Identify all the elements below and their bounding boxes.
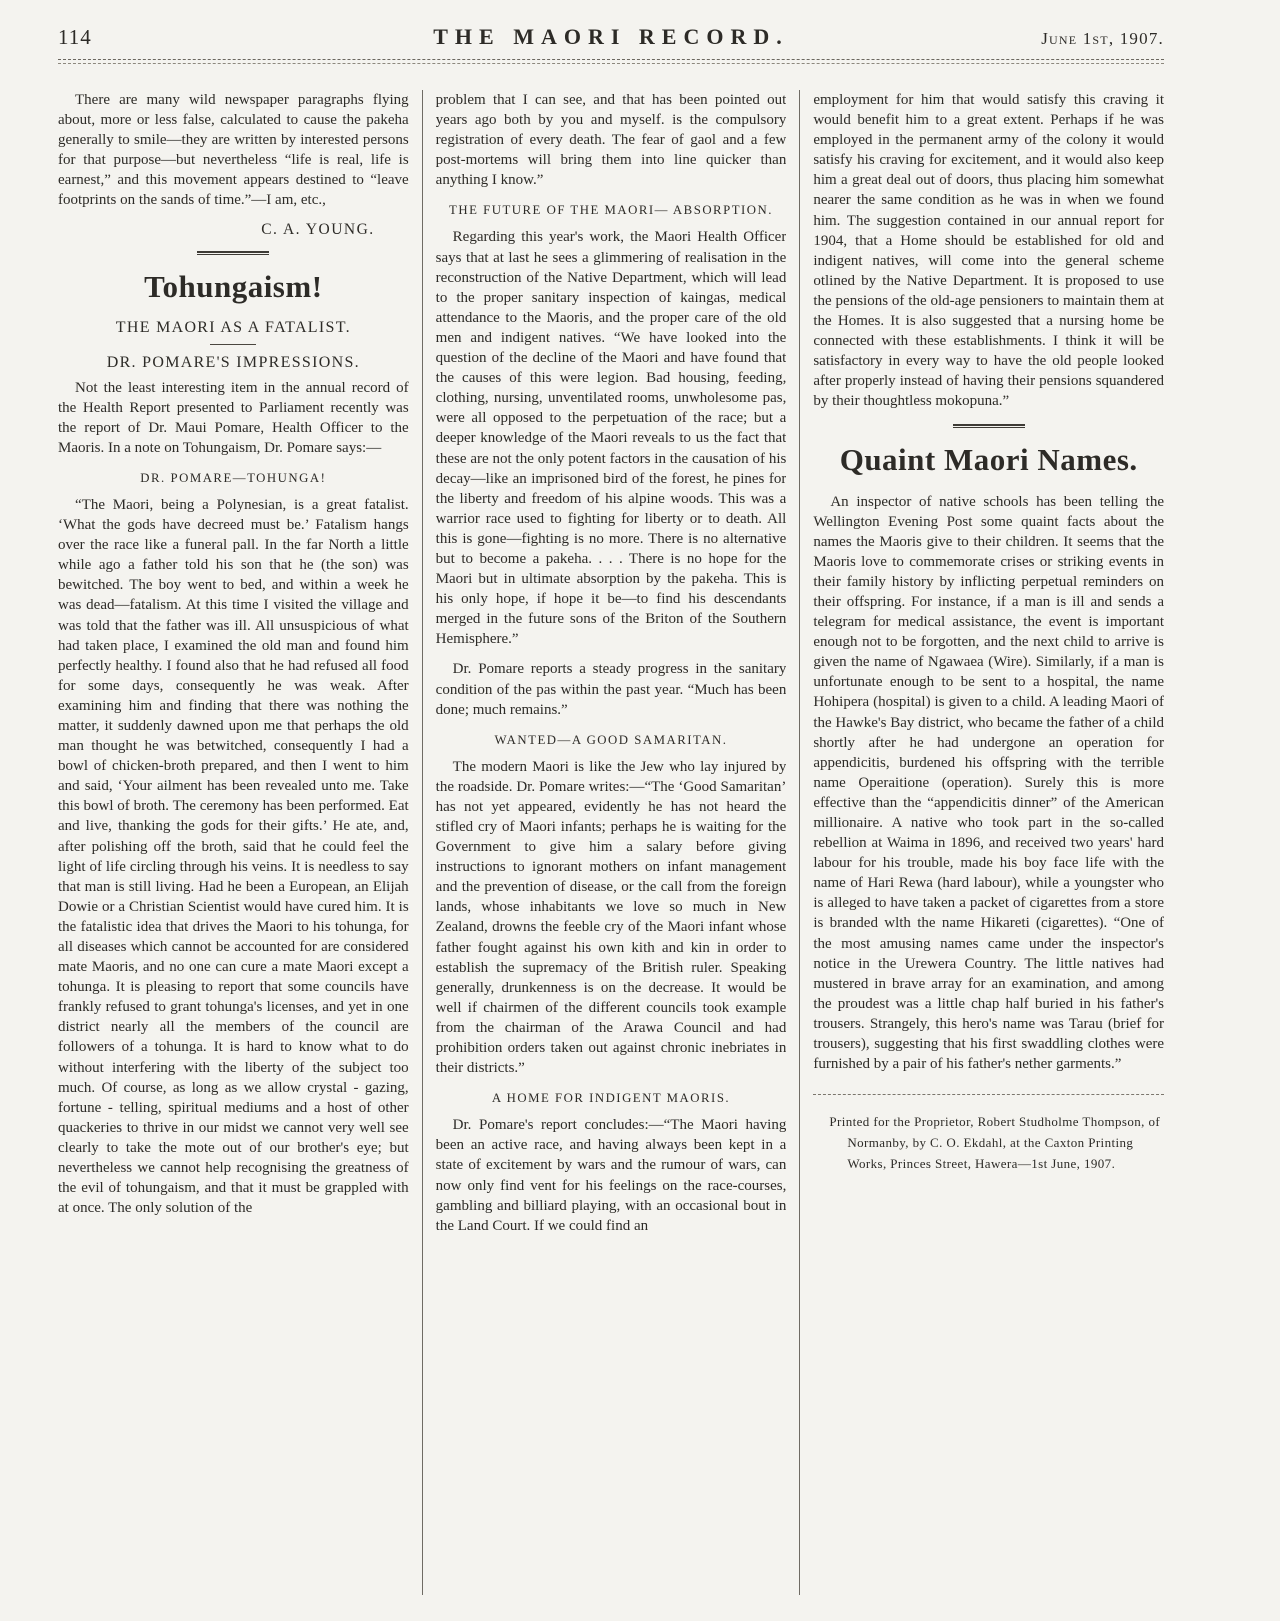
crosshead-pomare-tohunga: DR. POMARE—TOHUNGA! [140, 470, 327, 485]
masthead-rule [58, 59, 1164, 64]
column-rule-1 [422, 90, 423, 1595]
letter-signature: C. A. YOUNG. [261, 220, 375, 238]
sanitary-progress-paragraph: Dr. Pomare reports a steady progress in the sanitary condition of the pas within the past year. “Much has been done; much remains.” [435, 661, 787, 718]
employment-paragraph: employment for him that would satisfy this craving it would benefit him to a great extent. Perhaps if he was employed in the permanent army of the colony it would satisfy his craving for excitement, and it would also keep him a great deal out of doors, thus placing him somewhat nearer the same condition as he was in when we found him. The suggestion contained in our annual report for 1904, that a Home should be established for old and indigent natives, will come into the general scheme otlined by the Native Department. It is proposed to use the pensions of the old-age pensioners to maintain them at the Homes. It is also suggested that a nursing home be connected with these establishments. I think it will be satisfactory in every way to have the old people looked after properly instead of having their pensions squandered by their thoughtless mokopuna.” [813, 92, 1165, 410]
column-2 [436, 90, 787, 1595]
future-paragraph: Regarding this year's work, the Maori Health Officer says that at last he sees a glimmering of realisation in the reconstruction of the Native Department, which will lead to the proper sanitary inspection of kaingas, medical attendance to the Maoris, and the proper care of the old men and indigent natives. “We have looked into the question of the decline of the Maori and have found that the causes of this were legion. Bad housing, feeding, clothing, nursing, unventilated rooms, unwholesome pas, were all opposed to the perpetuation of the race; but a deeper knowledge of the Maori reveals to us the fact that these are not the only potent factors in the causation of his decay—like an imprisoned bird of the forest, he pines for the liberty and freedom of his alpine woods. This was a warrior race used to fighting for liberty or to death. All this is gone—fighting is no more. There is no alternative but to become a pakeha. . . . There is no hope for the Maori but in ultimate absorption by the pakeha. This is his only hope, if hope it be—to find his descendants merged in the future sons of the Briton of the Southern Hemisphere.” [435, 229, 787, 648]
crosshead-indigent-home: A HOME FOR INDIGENT MAORIS. [491, 1091, 731, 1106]
columns [58, 90, 1164, 1595]
paper-title: THE MAORI RECORD. [433, 24, 789, 49]
printer-imprint: Printed for the Proprietor, Robert Studholme Thompson, of Normanby, by C. O. Ekdahl, at the Caxton Printing Works, Princes Street, Hawera—1st June, 1907. [829, 1114, 1161, 1172]
crosshead-good-samaritan: WANTED—A GOOD SAMARITAN. [494, 732, 728, 747]
page-number: 114 [58, 25, 92, 49]
registration-paragraph: problem that I can see, and that has been pointed out years ago both by you and myself. is the compulsory registration of every death. The fear of gaol and a few post-mortems will bring them into line quicker than anything I know.” [435, 92, 787, 189]
article-title-quaint-names: Quaint Maori Names. [839, 441, 1138, 477]
column-rule-2 [799, 90, 800, 1595]
article-title-tohungaism: Tohungaism! [144, 268, 323, 304]
imprint-rule [813, 1094, 1164, 1095]
column-1 [58, 90, 409, 1595]
article-subtitle-impressions: DR. POMARE'S IMPRESSIONS. [106, 353, 360, 371]
subtitle-rule [210, 344, 256, 345]
samaritan-paragraph: The modern Maori is like the Jew who lay injured by the roadside. Dr. Pomare writes:—“The ‘Good Samaritan’ has not yet appeared, evidently he has not heard the stifled cry of Maori infants; perhaps he is waiting for the Government to give him a salary before giving instructions to ignorant mothers on infant management and the prevention of disease, or the call from the foreign lands, whose inhabitants we love so much in New Zealand, drowns the feeble cry of the Maori infant whose father fought against his own kith and kin in order to establish the supremacy of the British ruler. Speaking generally, drunkenness is on the decrease. It would be well if chairmen of the different councils took example from the chairman of the Arawa Council and had prohibition orders taken out against chronic inebriates in their districts.” [435, 758, 787, 1077]
issue-date: June 1st, 1907. [1041, 29, 1164, 48]
section-divider [953, 424, 1025, 428]
home-paragraph: Dr. Pomare's report concludes:—“The Maori having been an active race, and having always been kept in a state of excitement by wars and the rumour of wars, can now only find vent for his feelings on the race-courses, gambling and billiard playing, with an occasional bout in the Land Court. If we could find an [435, 1117, 787, 1234]
column-3 [813, 90, 1164, 1595]
masthead [58, 24, 1164, 50]
fatalism-paragraph: “The Maori, being a Polynesian, is a great fatalist. ‘What the gods have decreed must be.’ Fatalism hangs over the race like a funeral pall. In the far North a little while ago a father told his son that he (the son) was bewitched. The boy went to bed, and within a week he was dead—fatalism. At this time I visited the village and was told that the father was ill. All unsuspicious of what had taken place, I examined the old man and found him perfectly healthy. I found also that he had refused all food for some days, consequently he was weak. After examining him and finding that there was nothing the matter, it suddenly dawned upon me that perhaps the old man thought he was betwitched, consequently I had a bowl of chicken-broth prepared, and then I went to him and said, ‘Your ailment has been revealed unto me. Take this bowl of broth. The ceremony has been performed. Eat and live, thanking the gods for their gifts.’ He ate, and, after polishing off the broth, said that he could feel the light of life circling through his veins. It is needless to say that man is still living. Had he been a European, an Elijah Dowie or a Christian Scientist would have cured him. It is the fatalistic idea that drives the Maori to his tohunga, for all diseases which cannot be accounted for are considered mate Maoris, and no one can cure a mate Maori except a tohunga. It is pleasing to report that some councils have frankly refused to grant tohunga's licenses, and yet in one district nearly all the members of the council are followers of a tohunga. It is hard to know what to do without interfering with the liberty of the subject too much. Of course, as long as we allow crystal - gazing, fortune - telling, spiritual mediums and a host of other quackeries to thrive in our midst we cannot very well see clearly to take the mote out of our brother's eye; but nevertheless we cannot help recognising the greatness of the evil of tohungaism, and that it must be grappled with at once. The only solution of the [58, 496, 409, 1217]
quaint-names-paragraph: An inspector of native schools has been telling the Wellington Evening Post some quaint facts about the names the Maoris give to their children. It seems that the Maoris love to commemorate crises or striking events in their family history by inflicting perpetual reminders on their offspring. For instance, if a man is ill and sends a telegram for medical assistance, the event is important enough not to be forgotten, and the next child to arrive is given the name of Ngawaea (Wire). Similarly, if a man is unfortunate enough to be sent to a hospital, the name Hohipera (hospital) is given to a child. A leading Maori of the Hawke's Bay district, who became the father of a child shortly after he had undergone an operation for appendicitis, burdened his offspring with the terrible name Operaitione (operation). Surely this is more effective than the “appendicitis dinner” of the American millionaire. A native who took part in the so-called rebellion at Waima in 1896, and received two years' hard labour for his trouble, made his boy face life with the name of Hari Rewa (hard labour), while a youngster who is alleged to have taken a packet of cigarettes from a store is branded wlth the name Hikareti (cigarettes). “One of the most amusing names came under the inspector's notice in the Urewera Country. The little natives had mustered in brave array for an examination, and among the proudest was a little chap half buried in his father's trousers. Strangely, this hero's name was Tarau (brief for trousers), suggesting that his first swaddling clothes were furnished by a pair of his father's nether garments.” [813, 493, 1165, 1073]
letter-closing-paragraph: There are many wild newspaper paragraphs flying about, more or less false, calculated to cause the pakeha generally to smile—they are written by interested persons for that purpose—but nevertheless “life is real, life is earnest,” and this movement appears destined to “leave footprints on the sands of time.”—I am, etc., [58, 92, 409, 209]
section-divider [197, 251, 269, 255]
intro-paragraph: Not the least interesting item in the annual record of the Health Report presented to Parliament recently was the report of Dr. Maui Pomare, Health Officer to the Maoris. In a note on Tohungaism, Dr. Pomare says:— [58, 379, 409, 456]
article-subtitle-fatalist: THE MAORI AS A FATALIST. [115, 318, 351, 336]
crosshead-future-absorption: THE FUTURE OF THE MAORI— ABSORPTION. [449, 203, 773, 218]
